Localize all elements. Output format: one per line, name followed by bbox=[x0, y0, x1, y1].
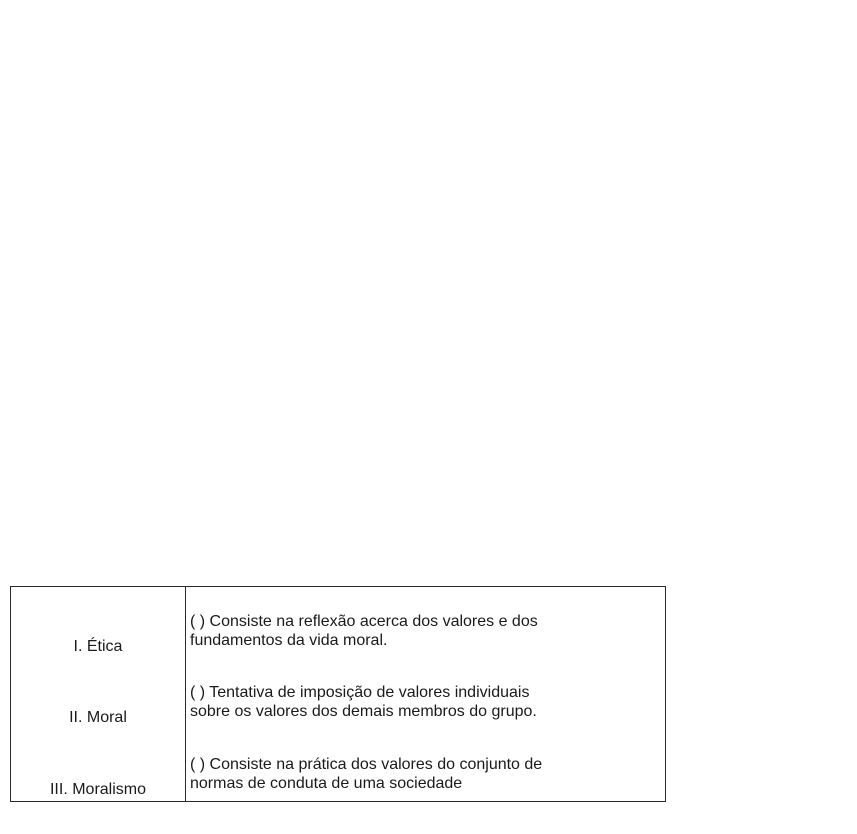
definition-2-line-2: sobre os valores dos demais membros do grupo. bbox=[190, 703, 537, 720]
term-moral: II. Moral bbox=[69, 709, 127, 726]
term-moralismo: III. Moralismo bbox=[49, 781, 146, 798]
terms-column bbox=[11, 587, 186, 801]
definition-2-line-1: ( ) Tentativa de imposição de valores individuais bbox=[190, 684, 530, 701]
definition-1-line-2: fundamentos da vida moral. bbox=[190, 632, 388, 649]
definition-1-line-1: ( ) Consiste na reflexão acerca dos valores e dos bbox=[190, 613, 538, 630]
definition-3 bbox=[190, 755, 661, 793]
definition-2 bbox=[190, 683, 661, 721]
definition-3-line-2: normas de conduta de uma sociedade bbox=[190, 775, 463, 792]
term-etica: I. Ética bbox=[73, 638, 123, 655]
matching-table bbox=[10, 586, 666, 802]
definition-3-line-1: ( ) Consiste na prática dos valores do conjunto de bbox=[190, 756, 543, 773]
definitions-column bbox=[186, 587, 665, 801]
definition-1 bbox=[190, 612, 661, 650]
